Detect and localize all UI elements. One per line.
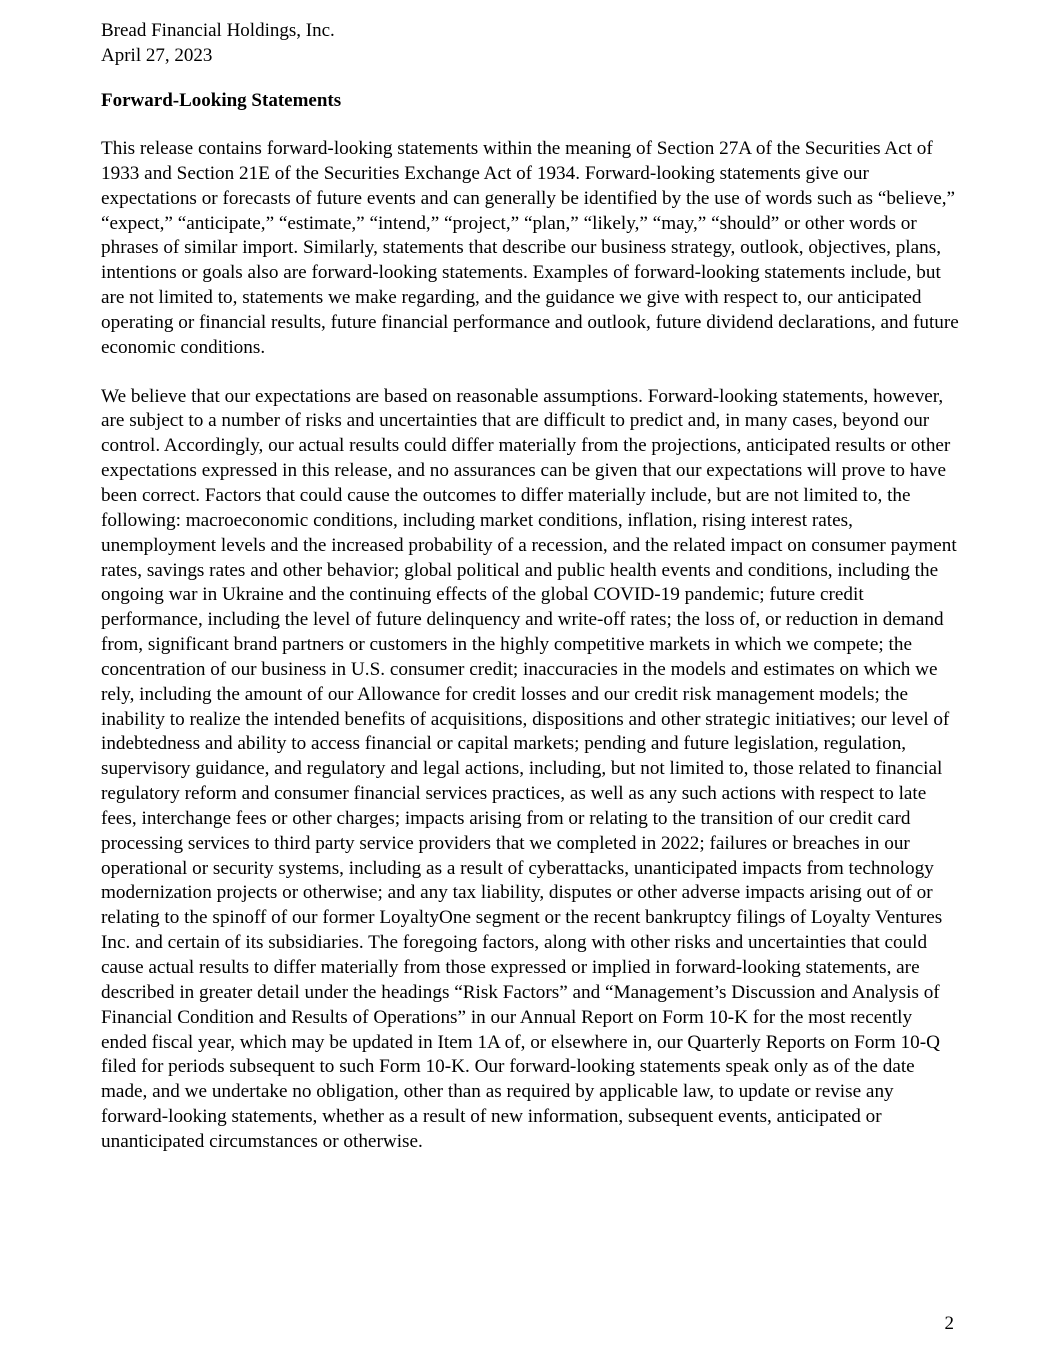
paragraph-risk-factors: We believe that our expectations are based on reasonable assumptions. Forward-looking statements, however, are subject to a number of risks and uncertainties that are difficult to predict and, in many cases, beyond our control. Accordingly, our actual results could differ materially from the projections, anticipated results or other expectations expressed in this release, and no assurances can be given that our expectations will prove to have been correct. Factors that could cause the outcomes to differ materially include, but are not limited to, the following: macroeconomic conditions, including market conditions, inflation, rising interest rates, unemployment levels and the increased probability of a recession, and the related impact on consumer payment rates, savings rates and other behavior; global political and public health events and conditions, including the ongoing war in Ukraine and the continuing effects of the global COVID-19 pandemic; future credit performance, including the level of future delinquency and write-off rates; the loss of, or reduction in demand from, significant brand partners or customers in the highly competitive markets in which we compete; the concentration of our business in U.S. consumer credit; inaccuracies in the models and estimates on which we rely, including the amount of our Allowance for credit losses and our credit risk management models; the inability to realize the intended benefits of acquisitions, dispositions and other strategic initiatives; our level of indebtedness and ability to access financial or capital markets; pending and future legislation, regulation, supervisory guidance, and regulatory and legal actions, including, but not limited to, those related to financial regulatory reform and consumer financial services practices, as well as any such actions with respect to late fees, interchange fees or other charges; impacts arising from or relating to the transition of our credit card processing services to third party service providers that we completed in 2022; failures or breaches in our operational or security systems, including as a result of cyberattacks, unanticipated impacts from technology modernization projects or otherwise; and any tax liability, disputes or other adverse impacts arising out of or relating to the spinoff of our former LoyaltyOne segment or the recent bankruptcy filings of Loyalty Ventures Inc. and certain of its subsidiaries. The foregoing factors, along with other risks and uncertainties that could cause actual results to differ materially from those expressed or implied in forward-looking statements, are described in greater detail under the headings “Risk Factors” and “Management’s Discussion and Analysis of Financial Condition and Results of Operations” in our Annual Report on Form 10-K for the most recently ended fiscal year, which may be updated in Item 1A of, or elsewhere in, our Quarterly Reports on Form 10-Q filed for periods subsequent to such Form 10-K. Our forward-looking statements speak only as of the date made, and we undertake no obligation, other than as required by applicable law, to update or revise any forward-looking statements, whether as a result of new information, subsequent events, anticipated or unanticipated circumstances or otherwise. — [101, 385, 957, 1152]
section-heading: Forward-Looking Statements — [101, 90, 342, 111]
paragraph-forward-looking-intro: This release contains forward-looking statements within the meaning of Section 27A of the Securities Act of 1933 and Section 21E of the Securities Exchange Act of 1934. Forward-looking statements give our expectations or forecasts of future events and can generally be identified by the use of words such as “believe,” “expect,” “anticipate,” “estimate,” “intend,” “project,” “plan,” “likely,” “may,” “should” or other words or phrases of similar import. Similarly, statements that describe our business strategy, outlook, objectives, plans, intentions or goals also are forward-looking statements. Examples of forward-looking statements include, but are not limited to, statements we make regarding, and the guidance we give with respect to, our anticipated operating or financial results, future financial performance and outlook, future dividend declarations, and future economic conditions. — [101, 138, 959, 358]
document-page — [101, 18, 961, 1174]
company-name: Bread Financial Holdings, Inc. — [101, 20, 335, 41]
release-date: April 27, 2023 — [101, 45, 213, 66]
page-number: 2 — [944, 1313, 954, 1334]
